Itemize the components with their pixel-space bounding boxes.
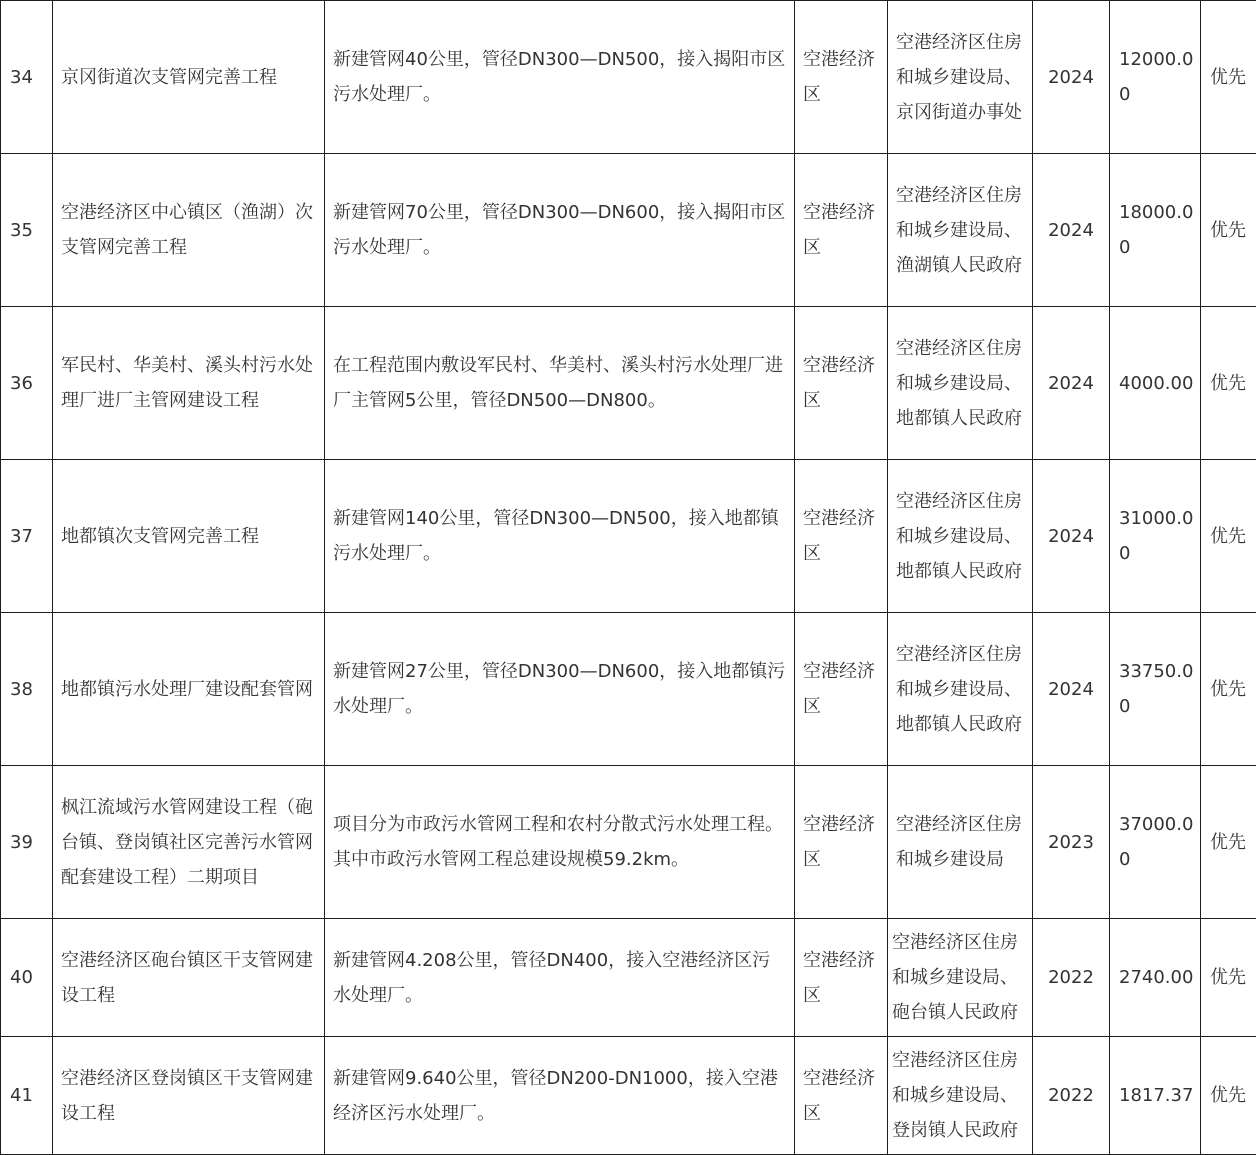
priority-label: 优先	[1201, 307, 1256, 460]
project-year: 2022	[1033, 1037, 1110, 1155]
table-row	[1, 1, 1256, 154]
project-name: 空港经济区砲台镇区干支管网建设工程	[53, 919, 325, 1037]
project-year: 2024	[1033, 154, 1110, 307]
project-year: 2024	[1033, 460, 1110, 613]
project-name: 京冈街道次支管网完善工程	[53, 1, 325, 154]
row-number: 36	[1, 307, 53, 460]
project-content: 在工程范围内敷设军民村、华美村、溪头村污水处理厂进厂主管网5公里，管径DN500—DN800。	[325, 307, 795, 460]
priority-label: 优先	[1201, 1, 1256, 154]
project-content: 新建管网9.640公里，管径DN200-DN1000，接入空港经济区污水处理厂。	[325, 1037, 795, 1155]
table-row	[1, 460, 1256, 613]
investment-amount: 33750.00	[1110, 613, 1201, 766]
responsible-unit: 空港经济区住房和城乡建设局、登岗镇人民政府	[888, 1037, 1033, 1155]
priority-label: 优先	[1201, 919, 1256, 1037]
project-name: 枫江流域污水管网建设工程（砲台镇、登岗镇社区完善污水管网配套建设工程）二期项目	[53, 766, 325, 919]
investment-amount: 37000.00	[1110, 766, 1201, 919]
project-name: 军民村、华美村、溪头村污水处理厂进厂主管网建设工程	[53, 307, 325, 460]
project-name: 空港经济区登岗镇区干支管网建设工程	[53, 1037, 325, 1155]
responsible-unit: 空港经济区住房和城乡建设局、地都镇人民政府	[888, 307, 1033, 460]
priority-label: 优先	[1201, 766, 1256, 919]
project-year: 2023	[1033, 766, 1110, 919]
project-area: 空港经济区	[795, 1037, 888, 1155]
row-number: 35	[1, 154, 53, 307]
project-content: 新建管网40公里，管径DN300—DN500，接入揭阳市区污水处理厂。	[325, 1, 795, 154]
project-content: 新建管网70公里，管径DN300—DN600，接入揭阳市区污水处理厂。	[325, 154, 795, 307]
project-year: 2024	[1033, 307, 1110, 460]
project-area: 空港经济区	[795, 154, 888, 307]
priority-label: 优先	[1201, 460, 1256, 613]
investment-amount: 31000.00	[1110, 460, 1201, 613]
table-row	[1, 919, 1256, 1037]
row-number: 40	[1, 919, 53, 1037]
project-area: 空港经济区	[795, 307, 888, 460]
row-number: 38	[1, 613, 53, 766]
investment-amount: 4000.00	[1110, 307, 1201, 460]
project-year: 2024	[1033, 613, 1110, 766]
project-area: 空港经济区	[795, 766, 888, 919]
project-area: 空港经济区	[795, 1, 888, 154]
row-number: 41	[1, 1037, 53, 1155]
project-year: 2022	[1033, 919, 1110, 1037]
investment-amount: 2740.00	[1110, 919, 1201, 1037]
responsible-unit: 空港经济区住房和城乡建设局、地都镇人民政府	[888, 613, 1033, 766]
responsible-unit: 空港经济区住房和城乡建设局	[888, 766, 1033, 919]
table-row	[1, 154, 1256, 307]
table-row	[1, 766, 1256, 919]
responsible-unit: 空港经济区住房和城乡建设局、渔湖镇人民政府	[888, 154, 1033, 307]
responsible-unit: 空港经济区住房和城乡建设局、地都镇人民政府	[888, 460, 1033, 613]
project-content: 新建管网27公里，管径DN300—DN600，接入地都镇污水处理厂。	[325, 613, 795, 766]
investment-amount: 12000.00	[1110, 1, 1201, 154]
row-number: 39	[1, 766, 53, 919]
investment-amount: 1817.37	[1110, 1037, 1201, 1155]
investment-amount: 18000.00	[1110, 154, 1201, 307]
table-row	[1, 307, 1256, 460]
responsible-unit: 空港经济区住房和城乡建设局、京冈街道办事处	[888, 1, 1033, 154]
project-year: 2024	[1033, 1, 1110, 154]
project-name: 地都镇次支管网完善工程	[53, 460, 325, 613]
row-number: 34	[1, 1, 53, 154]
project-name: 空港经济区中心镇区（渔湖）次支管网完善工程	[53, 154, 325, 307]
project-area: 空港经济区	[795, 613, 888, 766]
table-row	[1, 613, 1256, 766]
project-content: 项目分为市政污水管网工程和农村分散式污水处理工程。其中市政污水管网工程总建设规模59.2km。	[325, 766, 795, 919]
project-content: 新建管网4.208公里，管径DN400，接入空港经济区污水处理厂。	[325, 919, 795, 1037]
project-area: 空港经济区	[795, 460, 888, 613]
priority-label: 优先	[1201, 1037, 1256, 1155]
table-row	[1, 1037, 1256, 1155]
row-number: 37	[1, 460, 53, 613]
priority-label: 优先	[1201, 613, 1256, 766]
priority-label: 优先	[1201, 154, 1256, 307]
project-content: 新建管网140公里，管径DN300—DN500，接入地都镇污水处理厂。	[325, 460, 795, 613]
responsible-unit: 空港经济区住房和城乡建设局、砲台镇人民政府	[888, 919, 1033, 1037]
project-name: 地都镇污水处理厂建设配套管网	[53, 613, 325, 766]
project-area: 空港经济区	[795, 919, 888, 1037]
